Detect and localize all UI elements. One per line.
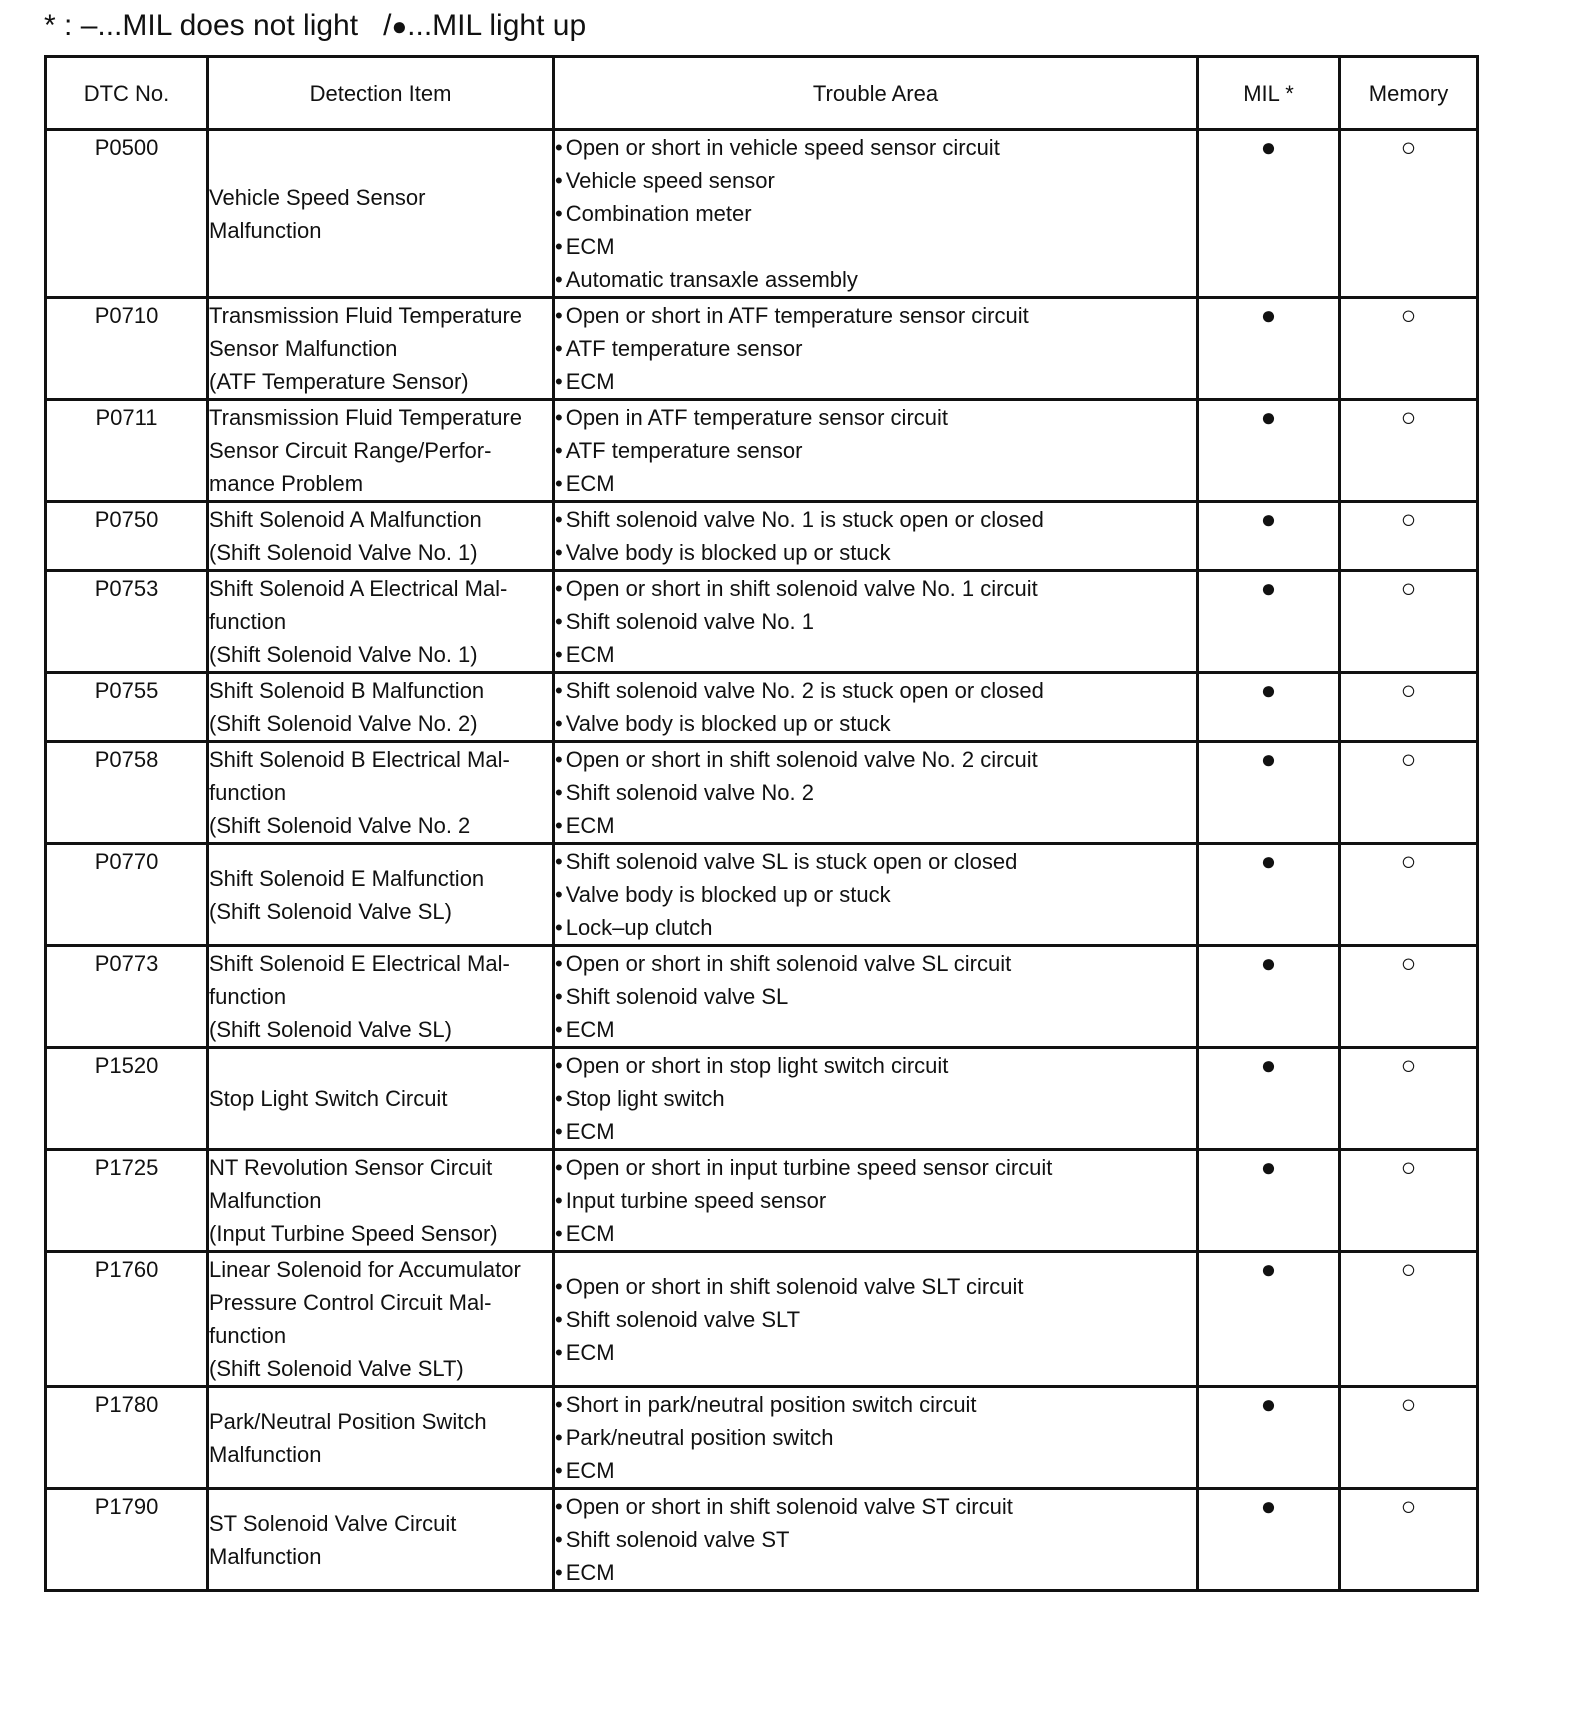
trouble-area-line: • ECM: [555, 809, 1196, 842]
trouble-area-line: • ECM: [555, 1013, 1196, 1046]
memory-indicator-icon: ○: [1340, 673, 1478, 742]
detection-item-line: (Shift Solenoid Valve No. 2: [209, 813, 471, 838]
mil-indicator-icon: ●: [1198, 571, 1340, 673]
detection-item: [208, 1387, 554, 1489]
memory-indicator-icon: ○: [1340, 742, 1478, 844]
detection-item-line: (Shift Solenoid Valve SL): [209, 898, 452, 924]
detection-item-line: function: [209, 780, 287, 805]
trouble-area-line: • ATF temperature sensor: [555, 332, 1196, 365]
table-row: [46, 742, 1478, 844]
detection-item-line: Shift Solenoid B Electrical Mal-: [209, 747, 510, 772]
detection-item: [208, 1150, 554, 1252]
trouble-area-line: • ATF temperature sensor: [555, 434, 1196, 467]
dtc-code: P0711: [46, 400, 208, 502]
memory-indicator-icon: ○: [1340, 571, 1478, 673]
detection-item-line: Malfunction: [209, 1543, 322, 1569]
trouble-area-line: • Open or short in ATF temperature sensor circuit: [555, 299, 1196, 332]
dtc-code: P0710: [46, 298, 208, 400]
trouble-area-line: • Valve body is blocked up or stuck: [555, 536, 1196, 569]
memory-indicator-icon: ○: [1340, 400, 1478, 502]
trouble-area-line: • ECM: [555, 1217, 1196, 1250]
detection-item-line: Malfunction: [209, 217, 322, 243]
memory-indicator-icon: ○: [1340, 946, 1478, 1048]
mil-indicator-icon: ●: [1198, 130, 1340, 298]
table-row: [46, 130, 1478, 298]
trouble-area: [554, 946, 1198, 1048]
table-row: [46, 673, 1478, 742]
mil-indicator-icon: ●: [1198, 502, 1340, 571]
dtc-code: P0500: [46, 130, 208, 298]
dtc-table: [44, 55, 1479, 1592]
legend-prefix: * :: [44, 9, 81, 42]
trouble-area-line: • Automatic transaxle assembly: [555, 263, 1196, 296]
mil-indicator-icon: ●: [1198, 298, 1340, 400]
trouble-area-line: • ECM: [555, 638, 1196, 671]
trouble-area: [554, 1387, 1198, 1489]
trouble-area-line: • Stop light switch: [555, 1082, 1196, 1115]
detection-item: [208, 130, 554, 298]
table-row: [46, 1387, 1478, 1489]
detection-item-line: Pressure Control Circuit Mal-: [209, 1290, 492, 1315]
trouble-area-line: • ECM: [555, 230, 1196, 263]
table-row: [46, 502, 1478, 571]
trouble-area: [554, 742, 1198, 844]
detection-item-line: (Shift Solenoid Valve No. 1): [209, 642, 478, 667]
mil-indicator-icon: ●: [1198, 400, 1340, 502]
detection-item: [208, 1252, 554, 1387]
table-row: [46, 946, 1478, 1048]
detection-item-line: (Shift Solenoid Valve SL): [209, 1017, 452, 1042]
mil-legend: [44, 6, 586, 46]
trouble-area-line: • Shift solenoid valve No. 1: [555, 605, 1196, 638]
detection-item-line: Linear Solenoid for Accumulator: [209, 1257, 521, 1282]
memory-indicator-icon: ○: [1340, 1489, 1478, 1591]
mil-indicator-icon: ●: [1198, 673, 1340, 742]
mil-indicator-icon: ●: [1198, 946, 1340, 1048]
trouble-area: [554, 400, 1198, 502]
trouble-area-line: • Combination meter: [555, 197, 1196, 230]
memory-indicator-icon: ○: [1340, 1150, 1478, 1252]
trouble-area-line: • Shift solenoid valve SL: [555, 980, 1196, 1013]
table-row: [46, 571, 1478, 673]
header-detection-item: Detection Item: [208, 57, 554, 130]
dtc-code: P1725: [46, 1150, 208, 1252]
trouble-area-line: • Shift solenoid valve ST: [555, 1523, 1196, 1556]
table-row: [46, 1252, 1478, 1387]
table-row: [46, 1150, 1478, 1252]
mil-indicator-icon: ●: [1198, 844, 1340, 946]
detection-item-line: function: [209, 984, 287, 1009]
detection-item: [208, 742, 554, 844]
detection-item: [208, 571, 554, 673]
legend-dot-symbol: ●: [391, 11, 408, 41]
trouble-area-line: • ECM: [555, 1336, 1196, 1369]
trouble-area-line: • ECM: [555, 365, 1196, 398]
dtc-code: P0750: [46, 502, 208, 571]
trouble-area-line: • Open or short in shift solenoid valve SLT circuit: [555, 1270, 1196, 1303]
trouble-area-line: • ECM: [555, 1454, 1196, 1487]
detection-item-line: Transmission Fluid Temperature: [209, 405, 523, 430]
trouble-area-line: • Shift solenoid valve SL is stuck open or closed: [555, 845, 1196, 878]
detection-item: [208, 298, 554, 400]
detection-item-line: Stop Light Switch Circuit: [209, 1086, 448, 1111]
trouble-area-line: • Input turbine speed sensor: [555, 1184, 1196, 1217]
mil-indicator-icon: ●: [1198, 1252, 1340, 1387]
memory-indicator-icon: ○: [1340, 844, 1478, 946]
trouble-area-line: • Shift solenoid valve SLT: [555, 1303, 1196, 1336]
header-trouble-area: Trouble Area: [554, 57, 1198, 130]
dtc-code: P0753: [46, 571, 208, 673]
detection-item-line: Malfunction: [209, 1188, 322, 1213]
detection-item-line: Sensor Malfunction: [209, 336, 398, 361]
detection-item-line: NT Revolution Sensor Circuit: [209, 1155, 493, 1180]
detection-item-line: ST Solenoid Valve Circuit: [209, 1510, 457, 1536]
trouble-area-line: • Shift solenoid valve No. 2: [555, 776, 1196, 809]
detection-item-line: (ATF Temperature Sensor): [209, 369, 469, 394]
detection-item: [208, 502, 554, 571]
detection-item-line: function: [209, 609, 287, 634]
table-row: [46, 1489, 1478, 1591]
detection-item-line: (Shift Solenoid Valve No. 1): [209, 540, 478, 565]
detection-item: [208, 1489, 554, 1591]
memory-indicator-icon: ○: [1340, 1252, 1478, 1387]
trouble-area: [554, 1252, 1198, 1387]
header-memory: Memory: [1340, 57, 1478, 130]
trouble-area-line: • Open or short in shift solenoid valve No. 1 circuit: [555, 572, 1196, 605]
detection-item: [208, 844, 554, 946]
dtc-code: P0770: [46, 844, 208, 946]
trouble-area: [554, 673, 1198, 742]
mil-indicator-icon: ●: [1198, 1150, 1340, 1252]
dtc-code: P1760: [46, 1252, 208, 1387]
mil-indicator-icon: ●: [1198, 1387, 1340, 1489]
detection-item: [208, 400, 554, 502]
mil-indicator-icon: ●: [1198, 1489, 1340, 1591]
dtc-code: P1520: [46, 1048, 208, 1150]
memory-indicator-icon: ○: [1340, 298, 1478, 400]
detection-item: [208, 673, 554, 742]
legend-dot-text: ...MIL light up: [407, 9, 587, 42]
trouble-area-line: • Open in ATF temperature sensor circuit: [555, 401, 1196, 434]
trouble-area-line: • Lock–up clutch: [555, 911, 1196, 944]
trouble-area-line: • Open or short in vehicle speed sensor circuit: [555, 131, 1196, 164]
dtc-code: P0755: [46, 673, 208, 742]
trouble-area: [554, 844, 1198, 946]
legend-dash-text: ...MIL does not light: [97, 9, 359, 42]
table-row: [46, 844, 1478, 946]
detection-item-line: (Shift Solenoid Valve No. 2): [209, 711, 478, 736]
trouble-area: [554, 502, 1198, 571]
mil-indicator-icon: ●: [1198, 1048, 1340, 1150]
trouble-area: [554, 1489, 1198, 1591]
mil-indicator-icon: ●: [1198, 742, 1340, 844]
trouble-area-line: • ECM: [555, 1115, 1196, 1148]
trouble-area-line: • Open or short in stop light switch circuit: [555, 1049, 1196, 1082]
trouble-area-line: • Open or short in shift solenoid valve ST circuit: [555, 1490, 1196, 1523]
trouble-area-line: • Valve body is blocked up or stuck: [555, 707, 1196, 740]
table-row: [46, 298, 1478, 400]
trouble-area-line: • Open or short in input turbine speed sensor circuit: [555, 1151, 1196, 1184]
trouble-area-line: • Vehicle speed sensor: [555, 164, 1196, 197]
detection-item-line: function: [209, 1323, 287, 1348]
detection-item-line: Shift Solenoid A Malfunction: [209, 507, 482, 532]
detection-item-line: Malfunction: [209, 1441, 322, 1467]
trouble-area: [554, 298, 1198, 400]
table-body: [46, 130, 1478, 1591]
trouble-area: [554, 130, 1198, 298]
memory-indicator-icon: ○: [1340, 130, 1478, 298]
detection-item-line: Vehicle Speed Sensor: [209, 184, 426, 210]
legend-dash-symbol: –: [80, 9, 98, 42]
trouble-area-line: • ECM: [555, 467, 1196, 500]
header-dtc-no: DTC No.: [46, 57, 208, 130]
dtc-code: P1790: [46, 1489, 208, 1591]
memory-indicator-icon: ○: [1340, 1048, 1478, 1150]
detection-item-line: Park/Neutral Position Switch: [209, 1408, 487, 1434]
trouble-area-line: • Open or short in shift solenoid valve No. 2 circuit: [555, 743, 1196, 776]
table-row: [46, 400, 1478, 502]
memory-indicator-icon: ○: [1340, 1387, 1478, 1489]
detection-item: [208, 946, 554, 1048]
trouble-area-line: • Open or short in shift solenoid valve SL circuit: [555, 947, 1196, 980]
detection-item-line: (Input Turbine Speed Sensor): [209, 1221, 498, 1246]
table-row: [46, 1048, 1478, 1150]
trouble-area-line: • Valve body is blocked up or stuck: [555, 878, 1196, 911]
memory-indicator-icon: ○: [1340, 502, 1478, 571]
detection-item: [208, 1048, 554, 1150]
detection-item-line: Shift Solenoid E Electrical Mal-: [209, 951, 510, 976]
trouble-area-line: • Shift solenoid valve No. 2 is stuck open or closed: [555, 674, 1196, 707]
detection-item-line: Shift Solenoid B Malfunction: [209, 678, 485, 703]
trouble-area-line: • Short in park/neutral position switch circuit: [555, 1388, 1196, 1421]
detection-item-line: Transmission Fluid Temperature: [209, 303, 523, 328]
trouble-area: [554, 571, 1198, 673]
trouble-area-line: • Shift solenoid valve No. 1 is stuck open or closed: [555, 503, 1196, 536]
trouble-area-line: • Park/neutral position switch: [555, 1421, 1196, 1454]
dtc-code: P1780: [46, 1387, 208, 1489]
dtc-code: P0773: [46, 946, 208, 1048]
table-header-row: [46, 57, 1478, 130]
dtc-code: P0758: [46, 742, 208, 844]
detection-item-line: mance Problem: [209, 471, 364, 496]
trouble-area-line: • ECM: [555, 1556, 1196, 1589]
header-mil: MIL *: [1198, 57, 1340, 130]
detection-item-line: Shift Solenoid A Electrical Mal-: [209, 576, 508, 601]
detection-item-line: Sensor Circuit Range/Perfor-: [209, 438, 492, 463]
legend-separator: /: [383, 9, 392, 42]
trouble-area: [554, 1048, 1198, 1150]
detection-item-line: Shift Solenoid E Malfunction: [209, 865, 485, 891]
detection-item-line: (Shift Solenoid Valve SLT): [209, 1356, 464, 1381]
trouble-area: [554, 1150, 1198, 1252]
